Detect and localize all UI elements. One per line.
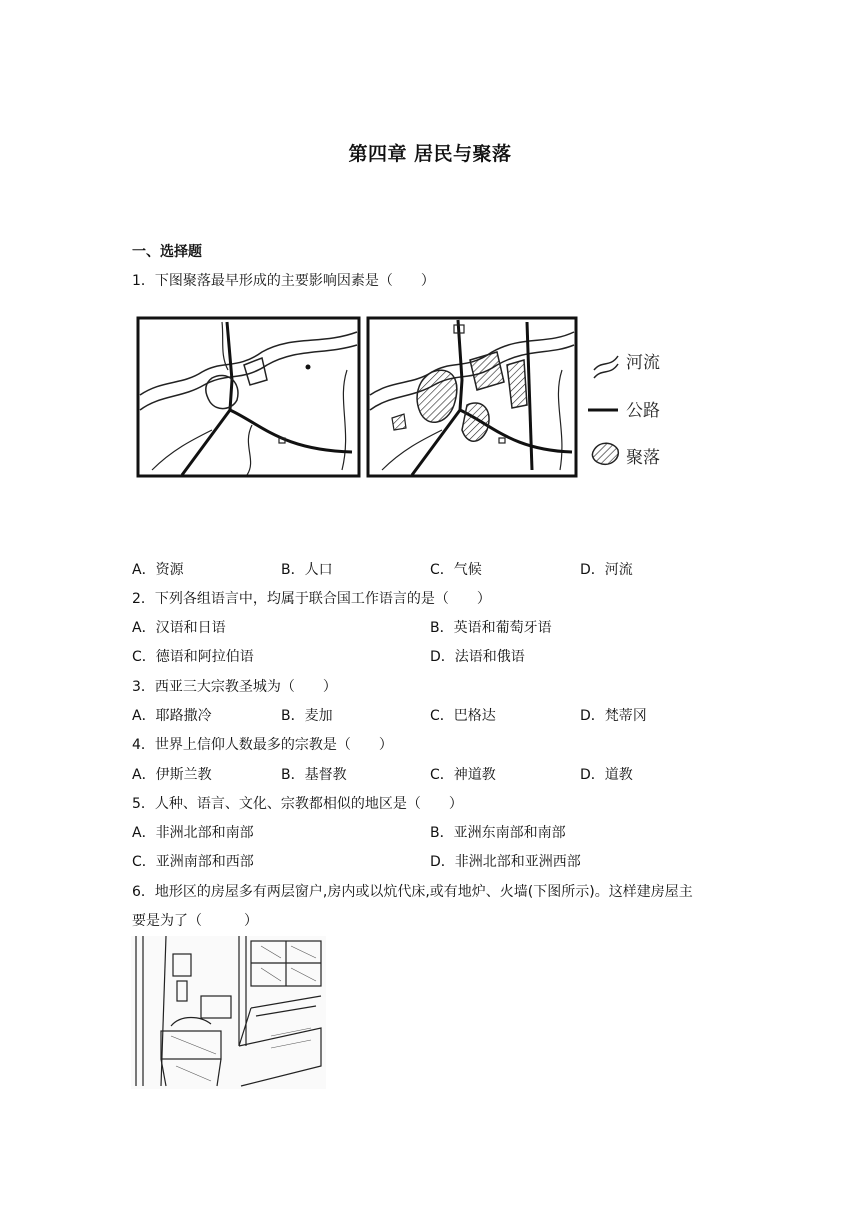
q1-option-b[interactable]: B．人口 [281, 562, 333, 578]
q4-option-a[interactable]: A．伊斯兰教 [132, 767, 212, 783]
q4-option-d[interactable]: D．道教 [580, 767, 633, 783]
settlement-legend-icon [592, 443, 618, 464]
map-legend [588, 353, 660, 468]
q5-option-a[interactable]: A．非洲北部和南部 [132, 825, 254, 841]
legend-settlement-label: 聚落 [626, 448, 660, 468]
q5-option-d[interactable]: D．非洲北部和亚洲西部 [430, 854, 581, 870]
question-6-stem-line-1: 6．地形区的房屋多有两层窗户,房内或以炕代床,或有地炉、火墙(下图所示)。这样建房屋主 [132, 884, 693, 900]
q3-option-d[interactable]: D．梵蒂冈 [580, 708, 647, 724]
q2-option-b[interactable]: B．英语和葡萄牙语 [430, 620, 552, 636]
q2-option-a[interactable]: A．汉语和日语 [132, 620, 226, 636]
q2-option-c[interactable]: C．德语和阿拉伯语 [132, 649, 254, 665]
q3-option-b[interactable]: B．麦加 [281, 708, 333, 724]
q1-option-a[interactable]: A．资源 [132, 562, 184, 578]
q3-option-c[interactable]: C．巴格达 [430, 708, 496, 724]
question-1-stem: 1．下图聚落最早形成的主要影响因素是（ ） [132, 273, 435, 289]
question-5-stem: 5．人种、语言、文化、宗教都相似的地区是（ ） [132, 796, 463, 812]
legend-road-label: 公路 [626, 401, 660, 421]
q1-option-c[interactable]: C．气候 [430, 562, 482, 578]
page-title: 第四章 居民与聚落 [348, 143, 512, 165]
map-before [138, 318, 359, 476]
legend-river-label: 河流 [626, 353, 660, 373]
house-interior-sketch [131, 936, 326, 1089]
q2-option-d[interactable]: D．法语和俄语 [430, 649, 525, 665]
q1-option-d[interactable]: D．河流 [580, 562, 633, 578]
question-4-stem: 4．世界上信仰人数最多的宗教是（ ） [132, 737, 393, 753]
map-after [368, 318, 576, 476]
q3-option-a[interactable]: A．耶路撒冷 [132, 708, 212, 724]
question-6-stem-line-2: 要是为了（ ） [132, 913, 258, 929]
section-heading: 一、选择题 [132, 244, 202, 260]
q5-option-c[interactable]: C．亚洲南部和西部 [132, 854, 254, 870]
q5-option-b[interactable]: B．亚洲东南部和南部 [430, 825, 566, 841]
q4-option-c[interactable]: C．神道教 [430, 767, 496, 783]
settlement-map-figure [132, 310, 677, 485]
q4-option-b[interactable]: B．基督教 [281, 767, 347, 783]
question-3-stem: 3．西亚三大宗教圣城为（ ） [132, 679, 337, 695]
question-2-stem: 2．下列各组语言中，均属于联合国工作语言的是（ ） [132, 591, 491, 607]
